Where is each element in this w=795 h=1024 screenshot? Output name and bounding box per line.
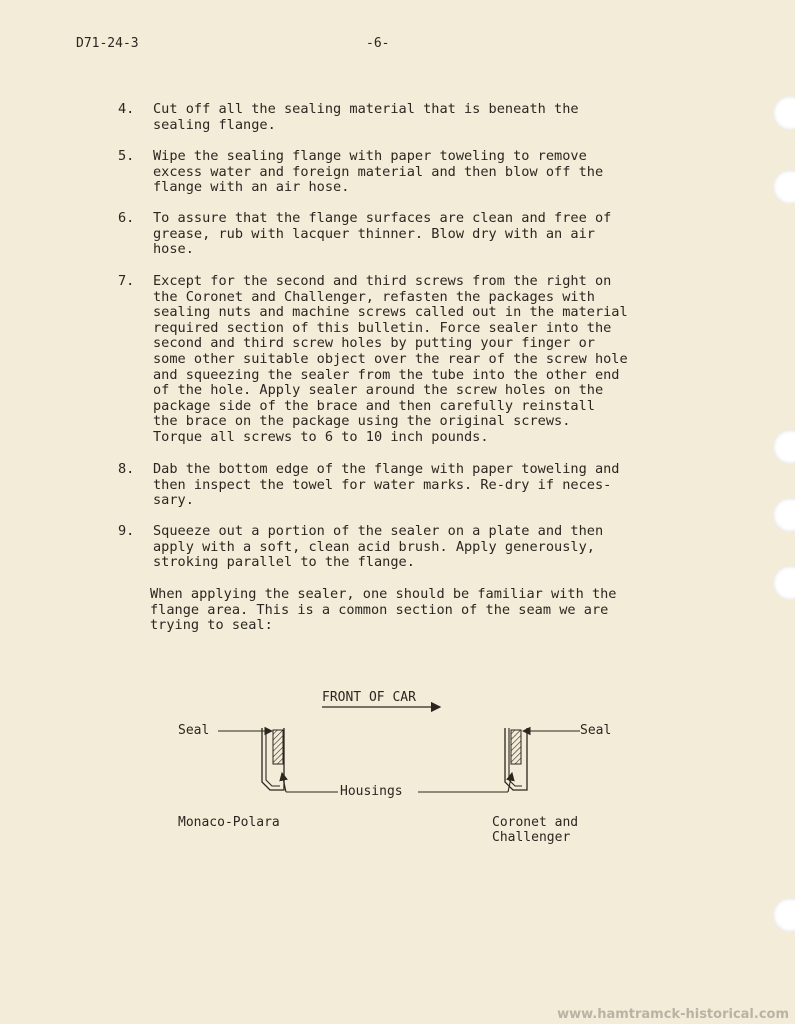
step-number: 5.: [118, 148, 135, 164]
binder-hole: [773, 898, 795, 932]
left-flange-icon: [218, 728, 284, 790]
step-text: Wipe the sealing flange with paper toweling to remove excess water and foreign material and then blow off the flange with an air hose.: [153, 148, 604, 196]
step-text: Except for the second and third screws from the right on the Coronet and Challenger, refasten the packages with sealing nuts and machine screws called out in the material required section of this bulletin. Force sealer into the second and third screw holes by putting your finger or some other suitable object over the rear of the screw hole and squeezing the sealer from the tube into the other end of the hole. Apply sealer around the screw holes on the package side of the brace and then carefully reinstall the brace on the package using the original screws. Torque all screws to 6 to 10 inch pounds.: [153, 273, 628, 445]
step-number: 4.: [118, 101, 135, 117]
step-number: 7.: [118, 273, 135, 289]
step-text: Cut off all the sealing material that is beneath the sealing flange.: [153, 101, 579, 133]
step-number: 8.: [118, 461, 135, 477]
seal-left-label: Seal: [178, 723, 210, 738]
binder-hole: [773, 96, 795, 130]
coronet-challenger-caption: Coronet and Challenger: [492, 815, 579, 845]
closing-paragraph: When applying the sealer, one should be familiar with the flange area. This is a common section of the seam we are trying to seal:: [150, 586, 617, 634]
step-number: 9.: [118, 523, 135, 539]
step-number: 6.: [118, 210, 135, 226]
document-id: D71-24-3: [76, 36, 139, 51]
binder-hole: [773, 498, 795, 532]
page-number: -6-: [366, 36, 390, 51]
step-text: To assure that the flange surfaces are clean and free of grease, rub with lacquer thinner. Blow dry with an air hose.: [153, 210, 612, 258]
step-text: Dab the bottom edge of the flange with paper toweling and then inspect the towel for water marks. Re-dry if neces- sary.: [153, 461, 620, 509]
seal-right-label: Seal: [580, 723, 612, 738]
site-watermark: www.hamtramck-historical.com: [557, 1007, 789, 1022]
binder-hole: [773, 430, 795, 464]
monaco-polara-caption: Monaco-Polara: [178, 815, 280, 830]
binder-hole: [773, 170, 795, 204]
step-text: Squeeze out a portion of the sealer on a plate and then apply with a soft, clean acid brush. Apply generously, stroking parallel to the flange.: [153, 523, 604, 571]
binder-hole: [773, 566, 795, 600]
front-of-car-label: FRONT OF CAR: [322, 690, 416, 705]
housings-label: Housings: [340, 784, 403, 799]
right-flange-icon: [505, 728, 580, 790]
